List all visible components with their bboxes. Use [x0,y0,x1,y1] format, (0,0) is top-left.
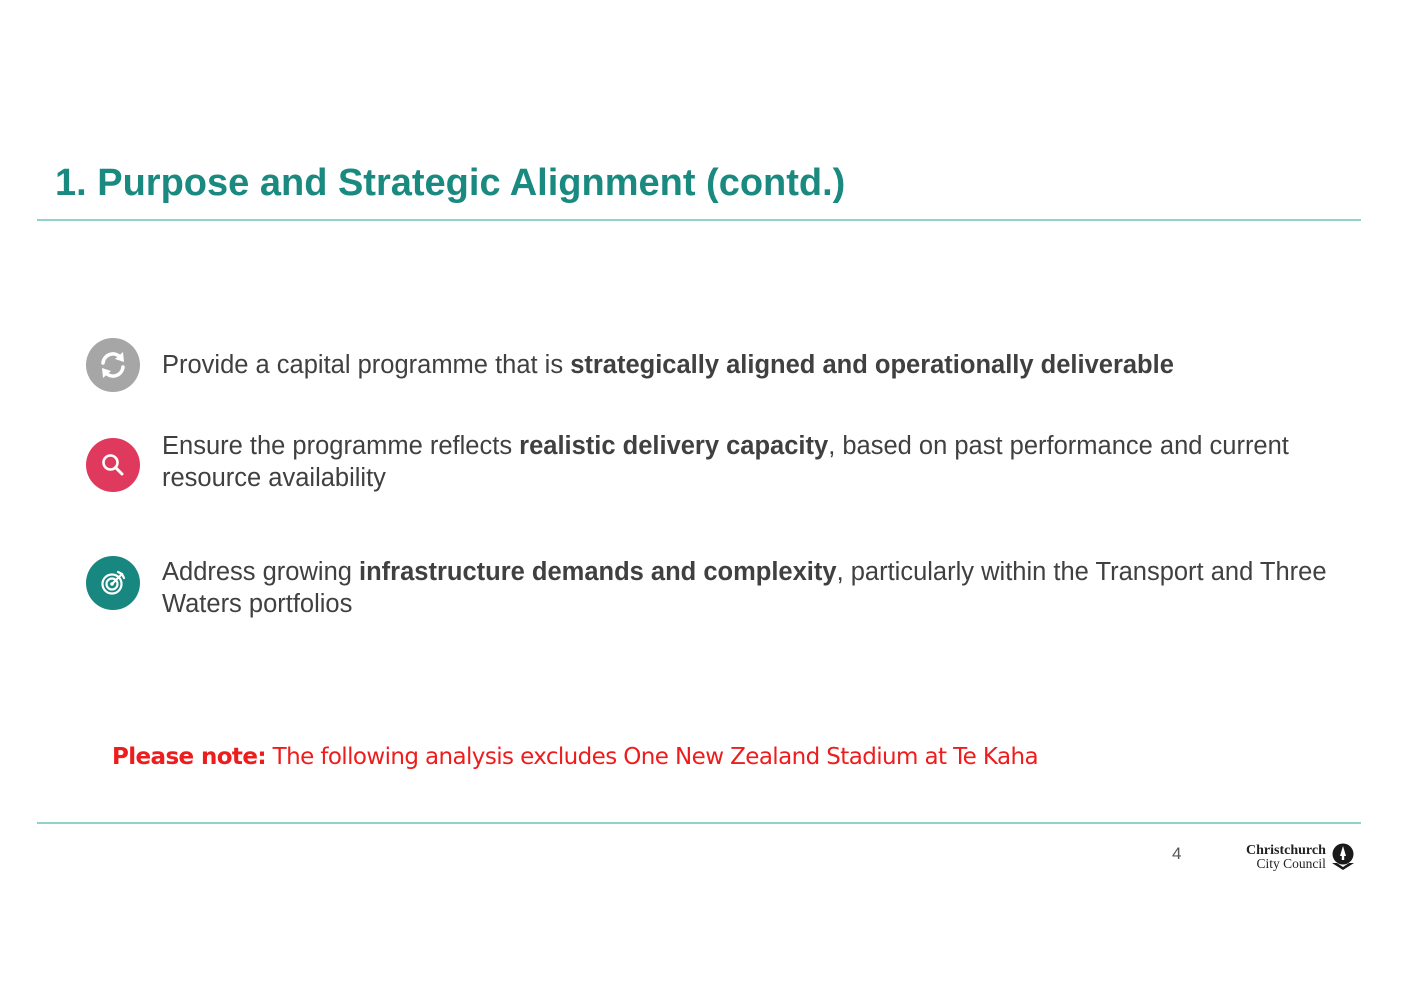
refresh-icon [86,338,140,392]
logo-wordmark [1246,844,1326,870]
footer-divider [37,822,1361,824]
page-number: 4 [1172,844,1182,863]
target-icon [86,556,140,610]
logo-line-2: City Council [1256,856,1326,871]
slide-title: 1. Purpose and Strategic Alignment (contd.) [55,162,846,204]
bullet-3-text: Address growing infrastructure demands and complexity, particularly within the Transport and Three Waters portfolios [162,558,1327,618]
council-logo [1246,843,1356,871]
please-note [112,741,1038,773]
bullet-1-text: Provide a capital programme that is strategically aligned and operationally deliverable [162,351,1174,379]
logo-line-1: Christchurch [1246,843,1326,858]
christchurch-logo-icon [1330,843,1356,871]
note-label: Please note: [112,744,266,770]
note-text: The following analysis excludes One New Zealand Stadium at Te Kaha [265,744,1038,770]
title-divider [37,219,1361,221]
search-icon [86,438,140,492]
bullet-2-text: Ensure the programme reflects realistic delivery capacity, based on past performance and current resource availability [162,432,1289,492]
